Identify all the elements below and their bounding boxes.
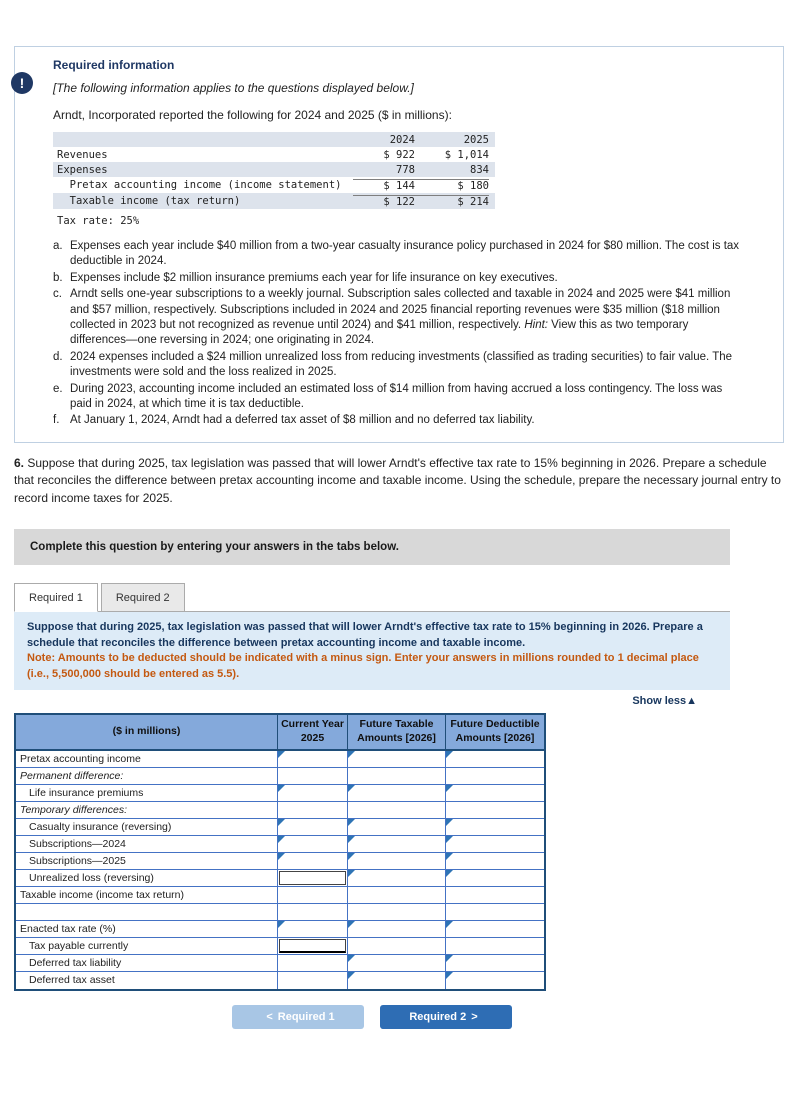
edit-marker-icon bbox=[348, 921, 355, 928]
prev-button-label: Required 1 bbox=[277, 1010, 335, 1023]
static-cell bbox=[348, 887, 446, 903]
input-cell[interactable] bbox=[446, 836, 544, 852]
table-row bbox=[53, 193, 495, 209]
edit-marker-icon bbox=[446, 785, 453, 792]
row-label: Tax payable currently bbox=[16, 938, 278, 954]
hint-label: Hint: bbox=[524, 319, 548, 332]
edit-marker-icon bbox=[348, 955, 355, 962]
row-label: Unrealized loss (reversing) bbox=[16, 870, 278, 886]
info-intro: Arndt, Incorporated reported the following for 2024 and 2025 ($ in millions): bbox=[53, 108, 452, 122]
assumption-list bbox=[53, 239, 743, 429]
input-cell-active[interactable] bbox=[278, 938, 348, 954]
row-label: Pretax accounting income bbox=[16, 751, 278, 767]
input-cell[interactable] bbox=[446, 853, 544, 869]
static-cell bbox=[278, 904, 348, 920]
tab-bar bbox=[14, 583, 730, 612]
row-label: Subscriptions—2024 bbox=[16, 836, 278, 852]
instruction-main: Suppose that during 2025, tax legislation was passed that will lower Arndt's effective tax rate to 15% beginning in 2026. Prepare a schedule that reconciles the difference between pretax accounting income and taxable income. bbox=[27, 621, 703, 649]
row-label: Temporary differences: bbox=[16, 802, 278, 818]
static-cell bbox=[446, 904, 544, 920]
fin-value-2024: $ 122 bbox=[353, 195, 415, 208]
edit-marker-icon bbox=[446, 955, 453, 962]
fin-value-2024: 778 bbox=[396, 163, 415, 176]
table-row bbox=[16, 751, 544, 768]
item-text bbox=[70, 382, 743, 413]
table-row bbox=[16, 887, 544, 904]
answer-table-header bbox=[16, 715, 544, 750]
item-body: During 2023, accounting income included an estimated loss of $14 million from having accrued a loss contingency. The loss was paid in 2024, at which time it is tax deductible. bbox=[70, 382, 723, 411]
edit-marker-icon bbox=[446, 870, 453, 877]
edit-marker-icon bbox=[446, 751, 453, 758]
edit-marker-icon bbox=[348, 836, 355, 843]
alert-icon: ! bbox=[11, 72, 33, 94]
static-cell bbox=[278, 887, 348, 903]
edit-marker-icon bbox=[278, 751, 285, 758]
answer-table-body bbox=[16, 751, 544, 989]
edit-marker-icon bbox=[348, 853, 355, 860]
input-cell[interactable] bbox=[446, 870, 544, 886]
list-item bbox=[53, 413, 743, 428]
edit-marker-icon bbox=[446, 819, 453, 826]
static-cell bbox=[348, 904, 446, 920]
table-row bbox=[16, 768, 544, 785]
input-cell[interactable] bbox=[348, 751, 446, 767]
table-row bbox=[16, 938, 544, 955]
table-row bbox=[16, 785, 544, 802]
fin-row-label: Expenses bbox=[57, 163, 108, 176]
chevron-right-icon: > bbox=[471, 1010, 478, 1023]
item-text bbox=[70, 239, 743, 270]
input-cell[interactable] bbox=[348, 972, 446, 989]
item-body: Expenses include $2 million insurance premiums each year for life insurance on key executives. bbox=[70, 271, 558, 284]
input-cell[interactable] bbox=[348, 921, 446, 937]
row-label: Life insurance premiums bbox=[16, 785, 278, 801]
input-cell[interactable] bbox=[278, 785, 348, 801]
row-label: Deferred tax asset bbox=[16, 972, 278, 989]
fin-value-2025: $ 214 bbox=[415, 195, 489, 208]
chevron-left-icon: < bbox=[266, 1010, 273, 1023]
table-row bbox=[53, 177, 495, 193]
edit-marker-icon bbox=[446, 836, 453, 843]
list-item bbox=[53, 350, 743, 381]
edit-marker-icon bbox=[446, 921, 453, 928]
required-information-title: Required information bbox=[53, 58, 175, 72]
table-row bbox=[16, 955, 544, 972]
item-text bbox=[70, 413, 743, 428]
complete-question-banner: Complete this question by entering your answers in the tabs below. bbox=[14, 529, 730, 565]
table-row bbox=[16, 904, 544, 921]
list-item bbox=[53, 271, 743, 286]
tax-rate-note: Tax rate: 25% bbox=[57, 215, 140, 227]
item-marker: c. bbox=[53, 288, 62, 301]
table-row bbox=[53, 147, 495, 162]
fin-row-label: Taxable income (tax return) bbox=[57, 194, 241, 207]
item-body: Expenses each year include $40 million from a two-year casualty insurance policy purchased in 2024 for $80 million. The cost is tax deductible in 2024. bbox=[70, 240, 740, 268]
input-cell-active[interactable] bbox=[278, 870, 348, 886]
row-label: Taxable income (income tax return) bbox=[16, 887, 278, 903]
row-label: Casualty insurance (reversing) bbox=[16, 819, 278, 835]
fin-col-2025: 2025 bbox=[463, 133, 489, 146]
static-cell bbox=[446, 768, 544, 784]
input-cell[interactable] bbox=[278, 921, 348, 937]
input-cell[interactable] bbox=[348, 836, 446, 852]
input-cell[interactable] bbox=[348, 955, 446, 971]
input-cell[interactable] bbox=[446, 819, 544, 835]
input-cell[interactable] bbox=[278, 751, 348, 767]
input-cell[interactable] bbox=[278, 836, 348, 852]
input-cell[interactable] bbox=[446, 921, 544, 937]
row-label: Enacted tax rate (%) bbox=[16, 921, 278, 937]
table-row bbox=[16, 870, 544, 887]
static-cell bbox=[278, 955, 348, 971]
fin-value-2025: 834 bbox=[470, 163, 489, 176]
static-cell bbox=[278, 972, 348, 989]
edit-marker-icon bbox=[348, 819, 355, 826]
edit-marker-icon bbox=[278, 853, 285, 860]
item-marker: f. bbox=[53, 414, 60, 427]
fin-value-2024: $ 922 bbox=[383, 148, 415, 161]
question-number: 6. bbox=[14, 455, 25, 470]
static-cell bbox=[348, 938, 446, 954]
show-less-link[interactable] bbox=[14, 695, 730, 707]
edit-marker-icon bbox=[446, 972, 453, 979]
table-row bbox=[16, 853, 544, 870]
item-marker: d. bbox=[53, 350, 63, 363]
edit-marker-icon bbox=[278, 836, 285, 843]
table-row bbox=[16, 972, 544, 989]
fin-header-row bbox=[53, 132, 495, 147]
row-label: Subscriptions—2025 bbox=[16, 853, 278, 869]
financial-data-table bbox=[53, 132, 495, 227]
instruction-panel bbox=[14, 612, 730, 690]
tab-required-1[interactable]: Required 1 bbox=[14, 583, 98, 612]
input-cell[interactable] bbox=[348, 785, 446, 801]
fin-header-spacer bbox=[57, 134, 353, 146]
list-item bbox=[53, 382, 743, 413]
static-cell bbox=[278, 802, 348, 818]
input-cell[interactable] bbox=[348, 819, 446, 835]
triangle-up-icon: ▲ bbox=[686, 695, 697, 708]
item-text bbox=[70, 287, 743, 349]
header-current-year: Current Year 2025 bbox=[278, 715, 348, 748]
show-less-label: Show less bbox=[632, 695, 687, 708]
input-cell[interactable] bbox=[446, 955, 544, 971]
input-cell[interactable] bbox=[278, 853, 348, 869]
header-future-taxable: Future Taxable Amounts [2026] bbox=[348, 715, 446, 748]
edit-marker-icon bbox=[348, 751, 355, 758]
item-marker: b. bbox=[53, 271, 63, 284]
item-marker: e. bbox=[53, 382, 63, 395]
row-label: Deferred tax liability bbox=[16, 955, 278, 971]
fin-value-2025: $ 1,014 bbox=[444, 148, 489, 161]
input-cell[interactable] bbox=[446, 785, 544, 801]
info-subtitle: [The following information applies to the questions displayed below.] bbox=[53, 81, 414, 95]
table-row bbox=[53, 162, 495, 177]
item-marker: a. bbox=[53, 240, 63, 252]
edit-marker-icon bbox=[278, 819, 285, 826]
required-2-button[interactable] bbox=[380, 1005, 512, 1029]
table-row bbox=[16, 836, 544, 853]
edit-marker-icon bbox=[348, 972, 355, 979]
next-button-label: Required 2 bbox=[409, 1010, 467, 1023]
header-dollars-in-millions: ($ in millions) bbox=[16, 715, 278, 748]
static-cell bbox=[348, 802, 446, 818]
item-body: 2024 expenses included a $24 million unrealized loss from reducing investments (classified as trading securities) to fair value. The investments were sold and the loss realized in 2025. bbox=[70, 350, 733, 379]
row-label: Permanent difference: bbox=[16, 768, 278, 784]
input-box bbox=[279, 939, 346, 953]
input-box bbox=[279, 871, 346, 885]
static-cell bbox=[446, 802, 544, 818]
question-body: Suppose that during 2025, tax legislation was passed that will lower Arndt's effective tax rate to 15% beginning in 2026. Prepare a schedule that reconciles the difference between pretax accounting income and taxable income. Using the schedule, prepare the necessary journal entry to record income taxes for 2025. bbox=[14, 455, 781, 505]
required-information-box bbox=[14, 46, 784, 443]
input-cell[interactable] bbox=[348, 853, 446, 869]
tab-navigation bbox=[14, 1005, 730, 1029]
item-body: At January 1, 2024, Arndt had a deferred tax asset of $8 million and no deferred tax liability. bbox=[70, 414, 535, 427]
edit-marker-icon bbox=[278, 921, 285, 928]
input-cell[interactable] bbox=[446, 972, 544, 989]
question-6-text bbox=[14, 455, 785, 507]
edit-marker-icon bbox=[348, 785, 355, 792]
edit-marker-icon bbox=[446, 853, 453, 860]
fin-row-label: Pretax accounting income (income statement) bbox=[57, 178, 342, 191]
edit-marker-icon bbox=[278, 785, 285, 792]
row-label bbox=[16, 904, 278, 920]
static-cell bbox=[446, 887, 544, 903]
list-item bbox=[53, 239, 743, 270]
table-row bbox=[16, 802, 544, 819]
edit-marker-icon bbox=[348, 870, 355, 877]
item-text bbox=[70, 350, 743, 381]
input-cell[interactable] bbox=[348, 870, 446, 886]
fin-value-2025: $ 180 bbox=[415, 179, 489, 192]
item-text bbox=[70, 271, 743, 286]
table-row bbox=[16, 819, 544, 836]
input-cell[interactable] bbox=[278, 819, 348, 835]
tab-content bbox=[14, 612, 730, 1029]
fin-value-2024: $ 144 bbox=[353, 179, 415, 192]
header-future-deductible: Future Deductible Amounts [2026] bbox=[450, 718, 540, 745]
input-cell[interactable] bbox=[446, 751, 544, 767]
tab-required-2[interactable]: Required 2 bbox=[101, 583, 185, 612]
reconciliation-schedule-table bbox=[14, 713, 546, 990]
static-cell bbox=[348, 768, 446, 784]
required-1-button[interactable] bbox=[232, 1005, 364, 1029]
instruction-note: Note: Amounts to be deducted should be indicated with a minus sign. Enter your answers in millions rounded to 1 decimal place (i.e., 5,500,000 should be entered as 5.5). bbox=[27, 652, 699, 680]
static-cell bbox=[278, 768, 348, 784]
hint-text: View this as two temporary differences—one reversing in 2024; one originating in 2024. bbox=[70, 319, 689, 347]
item-body: Arndt sells one-year subscriptions to a weekly journal. Subscription sales collected and taxable in 2024 and 2025 were $41 million and $57 million, respectively. Subscriptions included in 2024 and 2025 financial reporting revenues were $35 million ($18 million collected in 2023 but not recognized as revenue until 2024) and $41 million, respectively. bbox=[70, 288, 731, 332]
list-item bbox=[53, 287, 743, 349]
fin-row-label: Revenues bbox=[57, 148, 108, 161]
table-row bbox=[16, 921, 544, 938]
fin-col-2024: 2024 bbox=[389, 133, 415, 146]
static-cell bbox=[446, 938, 544, 954]
